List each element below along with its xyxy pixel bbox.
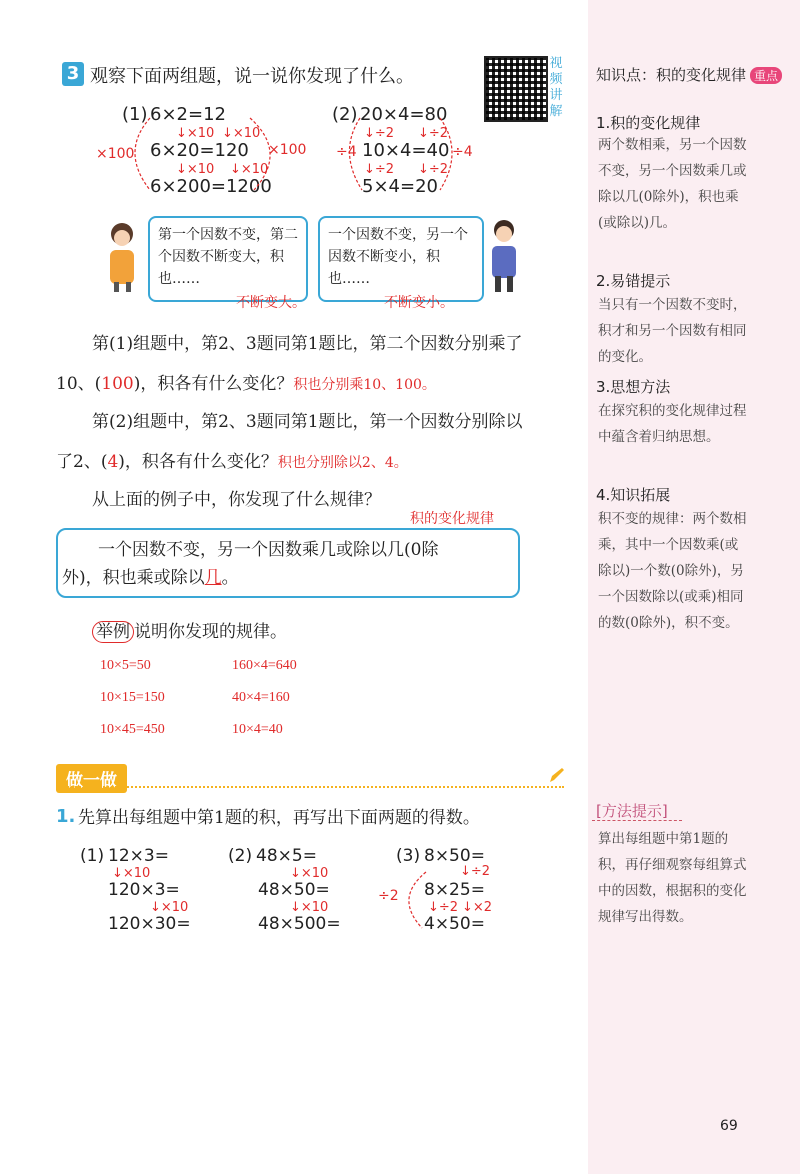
set2-line1: 48×5= (256, 846, 317, 866)
group2-arrow3: ↓÷2 (364, 162, 395, 177)
set2-line2: 48×50= (258, 880, 330, 900)
para1-line1: 第(1)组题中，第2、3题同第1题比，第二个因数分别乘了 (92, 334, 523, 354)
para2-line2: 了2、(4)，积各有什么变化？积也分别除以2、4。 (56, 452, 408, 472)
set1-line1: 12×3= (108, 846, 169, 866)
set1-line3: 120×30= (108, 914, 191, 934)
group1-arrow3: ↓×10 (176, 162, 215, 177)
section-badge: 3 (62, 62, 84, 86)
para3: 从上面的例子中，你发现了什么规律？ (92, 490, 381, 510)
group1-side-left: ×100 (96, 146, 135, 162)
group1-line2: 6×20=120 (150, 140, 249, 161)
section-title: 观察下面两组题，说一说你发现了什么。 (90, 66, 414, 87)
set3-arrow3: ↓×2 (462, 900, 493, 915)
set3-side: ÷2 (378, 888, 399, 904)
set3-label: (3) (396, 846, 421, 866)
group1-side-right: ×100 (268, 142, 307, 158)
pencil-icon (548, 766, 566, 784)
set2-label: (2) (228, 846, 253, 866)
group2-line2: 10×4=40 (362, 140, 450, 161)
group1-label: (1) (122, 104, 148, 125)
set2-arrow2: ↓×10 (290, 900, 329, 915)
girl-figure-icon (100, 220, 146, 292)
group1-arrow1: ↓×10 (176, 126, 215, 141)
group1-line3: 6×200=1200 (150, 176, 272, 197)
speech-left-answer: 不断变大。 (236, 295, 306, 311)
group1-arrow2: ↓×10 (222, 126, 261, 141)
tip-text: 算出每组题中第1题的积，再仔细观察每组算式中的因数，根据积的变化规律写出得数。 (598, 831, 747, 925)
group1-arcs (120, 112, 300, 202)
set1-label: (1) (80, 846, 105, 866)
set1-arrow2: ↓×10 (150, 900, 189, 915)
qr-code-icon[interactable] (484, 56, 548, 122)
practice-divider (56, 786, 564, 788)
side-item3-title: 3.思想方法 (596, 378, 671, 396)
set1-line2: 120×3= (108, 880, 180, 900)
set3-line1: 8×50= (424, 846, 485, 866)
speech-bubble-left (148, 216, 308, 302)
group2-label: (2) (332, 104, 358, 125)
speech-right-answer: 不断变小。 (384, 295, 454, 311)
kp-title: 知识点：积的变化规律 重点 (596, 64, 782, 85)
side-item1-title: 1.积的变化规律 (596, 114, 701, 132)
set3-line3: 4×50= (424, 914, 485, 934)
side-item1-text: 两个数相乘，另一个因数不变，另一个因数乘几或除以几(0除外)，积也乘(或除以)几。 (598, 137, 747, 231)
set2-arrow1: ↓×10 (290, 866, 329, 881)
speech-bubble-right (318, 216, 484, 302)
speech-right-text: 一个因数不变，另一个因数不断变小，积也…… (328, 227, 468, 287)
para2-line1: 第(2)组题中，第2、3题同第1题比，第一个因数分别除以 (92, 412, 523, 432)
rule-line2: 外)，积也乘或除以几。 (62, 568, 239, 588)
boy-figure-icon (482, 216, 526, 292)
group2-arrow1: ↓÷2 (364, 126, 395, 141)
practice-heading: 做一做 (56, 764, 127, 793)
tip-title: [方法提示] (596, 802, 668, 820)
set3-arrow1: ↓÷2 (460, 864, 491, 879)
practice-question: 先算出每组题中第1题的积，再写出下面两题的得数。 (78, 808, 480, 828)
example-line: 举例 说明你发现的规律。 (92, 618, 287, 646)
side-item3-text: 在探究积的变化规律过程中蕴含着归纳思想。 (598, 403, 747, 445)
set3-line2: 8×25= (424, 880, 485, 900)
set3-arrow2: ↓÷2 (428, 900, 459, 915)
practice-q-number: 1. (56, 806, 76, 827)
group1-line1: 6×2=12 (150, 104, 226, 125)
group1-arrow4: ↓×10 (230, 162, 269, 177)
group2-arcs (340, 112, 470, 202)
para1-line2: 10、(100)，积各有什么变化？积也分别乘10、100。 (56, 374, 436, 394)
side-item4-title: 4.知识拓展 (596, 486, 671, 504)
example-right-1: 160×4=640 (232, 658, 297, 673)
qr-label: 视频讲解 (549, 56, 563, 119)
side-item2-text: 当只有一个因数不变时，积才和另一个因数有相同的变化。 (598, 297, 747, 365)
group2-line3: 5×4=20 (362, 176, 438, 197)
example-left-1: 10×5=50 (100, 658, 151, 673)
example-right-2: 40×4=160 (232, 690, 290, 705)
para3-answer: 积的变化规律 (410, 511, 494, 527)
group2-arrow4: ↓÷2 (418, 162, 449, 177)
group2-side-left: ÷4 (336, 144, 357, 160)
set1-arrow1: ↓×10 (112, 866, 151, 881)
set3-arc (390, 868, 440, 934)
group2-side-right: ÷4 (452, 144, 473, 160)
set2-line3: 48×500= (258, 914, 341, 934)
group2-line1: 20×4=80 (360, 104, 448, 125)
speech-left-text: 第一个因数不变，第二个因数不断变大，积也…… (158, 227, 298, 287)
side-item4-text: 积不变的规律：两个数相乘，其中一个因数乘(或除以)一个数(0除外)，另一个因数除以(或乘)相同的数(0除外)，积不变。 (598, 511, 747, 631)
page-number: 69 (720, 1118, 738, 1134)
side-item2-title: 2.易错提示 (596, 272, 671, 290)
example-left-2: 10×15=150 (100, 690, 165, 705)
example-right-3: 10×4=40 (232, 722, 283, 737)
group2-arrow2: ↓÷2 (418, 126, 449, 141)
rule-line1: 一个因数不变，另一个因数乘几或除以几(0除 (98, 540, 439, 560)
example-left-3: 10×45=450 (100, 722, 165, 737)
